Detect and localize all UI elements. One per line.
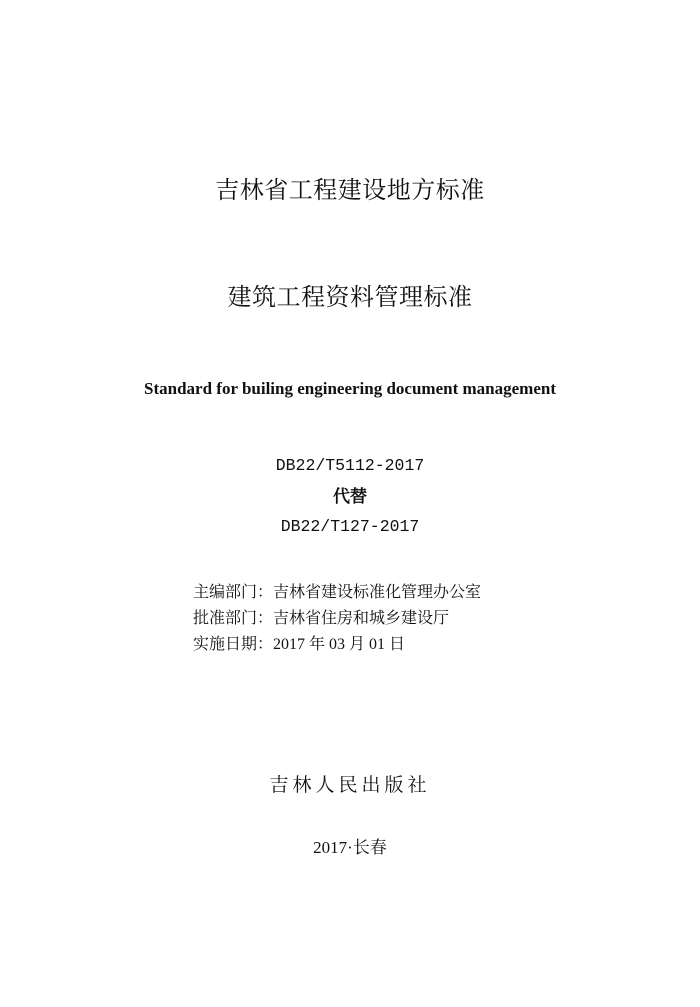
replaces-label: 代替: [333, 487, 367, 507]
info-label: 批准部门：: [193, 610, 274, 627]
info-row-editor: [193, 580, 481, 606]
publication-year-city: 2017·长春: [313, 838, 387, 857]
standard-number: DB22/T5112-2017: [275, 456, 425, 475]
standard-category: 吉林省工程建设地方标准: [215, 176, 485, 204]
info-value: 吉林省建设标准化管理办公室: [273, 584, 482, 601]
info-value: 吉林省住房和城乡建设厅: [273, 610, 450, 627]
info-row-effective-date: [193, 632, 481, 658]
info-label: 实施日期：: [193, 636, 274, 653]
info-value: 2017 年 03 月 01 日: [273, 636, 406, 653]
replaced-standard-number: DB22/T127-2017: [280, 517, 420, 536]
publication-info: [193, 580, 481, 658]
document-title-chinese: 建筑工程资料管理标准: [227, 283, 473, 311]
info-row-approver: [193, 606, 481, 632]
info-label: 主编部门：: [193, 584, 274, 601]
document-title-english: Standard for builing engineering document management: [144, 379, 556, 398]
publisher-name: 吉林人民出版社: [269, 774, 431, 796]
